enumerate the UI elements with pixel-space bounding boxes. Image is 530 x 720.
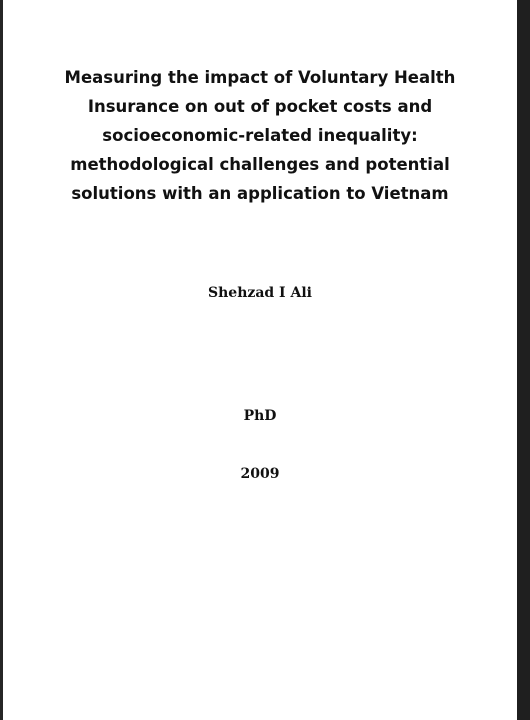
document-page — [3, 0, 517, 720]
author-name: Shehzad I Ali — [208, 285, 312, 301]
publication-year: 2009 — [240, 466, 280, 482]
title-line: Measuring the impact of Voluntary Health — [64, 68, 456, 87]
title-line: solutions with an application to Vietnam — [71, 184, 449, 203]
viewer-edge — [517, 0, 530, 720]
title-line: socioeconomic-related inequality: — [102, 126, 418, 145]
degree-label: PhD — [243, 408, 277, 424]
title-line: Insurance on out of pocket costs and — [87, 97, 433, 116]
thesis-title — [3, 63, 517, 208]
title-line: methodological challenges and potential — [70, 155, 450, 174]
